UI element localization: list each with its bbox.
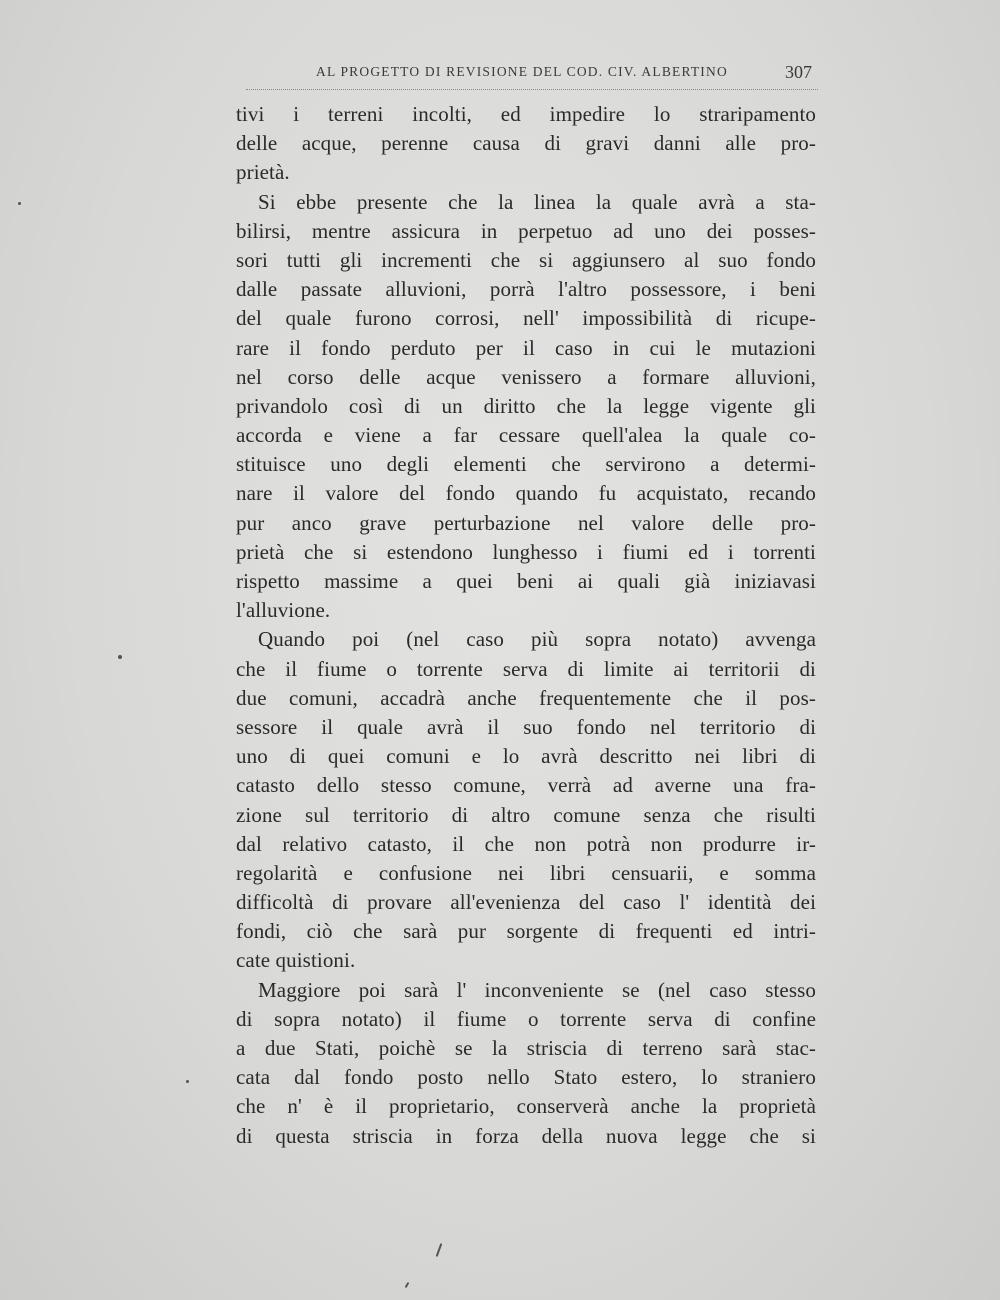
text-line: sori tutti gli incrementi che si aggiunsero al suo fondo xyxy=(236,247,816,272)
text-line: difficoltà di provare all'evenienza del caso l' identità dei xyxy=(236,890,816,915)
text-line: dalle passate alluvioni, porrà l'altro possessore, i beni xyxy=(236,277,816,302)
text-line: due comuni, accadrà anche frequentemente che il pos- xyxy=(236,685,816,710)
text-line: di questa striscia in forza della nuova legge che si xyxy=(236,1123,816,1148)
text-line: regolarità e confusione nei libri censuarii, e somma xyxy=(236,860,816,885)
text-line: che n' è il proprietario, conserverà anche la proprietà xyxy=(236,1094,816,1119)
text-line: bilirsi, mentre assicura in perpetuo ad uno dei posses- xyxy=(236,218,816,243)
text-line: che il fiume o torrente serva di limite ai territorii di xyxy=(236,656,816,681)
text-line: Si ebbe presente che la linea la quale avrà a sta- xyxy=(258,189,816,214)
text-line: zione sul territorio di altro comune senza che risulti xyxy=(236,802,816,827)
text-line: accorda e viene a far cessare quell'alea la quale co- xyxy=(236,423,816,448)
text-line: cata dal fondo posto nello Stato estero, lo straniero xyxy=(236,1065,816,1090)
text-line: privandolo così di un diritto che la legge vigente gli xyxy=(236,393,816,418)
text-line: dal relativo catasto, il che non potrà non produrre ir- xyxy=(236,831,816,856)
text-line: Maggiore poi sarà l' inconveniente se (nel caso stesso xyxy=(258,977,816,1002)
text-line: nel corso delle acque venissero a formare alluvioni, xyxy=(236,364,816,389)
text-line: l'alluvione. xyxy=(236,598,331,623)
text-line: tivi i terreni incolti, ed impedire lo straripamento xyxy=(236,102,816,126)
text-line: rare il fondo perduto per il caso in cui le mutazioni xyxy=(236,335,816,360)
text-line: delle acque, perenne causa di gravi danni alle pro- xyxy=(236,131,816,156)
paper-speck xyxy=(18,202,21,205)
paper-speck xyxy=(436,1243,443,1257)
text-line: nare il valore del fondo quando fu acquistato, recando xyxy=(236,481,816,506)
header-rule xyxy=(246,89,818,90)
running-title: AL PROGETTO DI REVISIONE DEL COD. CIV. ALBERTINO xyxy=(316,64,728,79)
text-line: prietà. xyxy=(236,160,290,185)
text-line: cate quistioni. xyxy=(236,948,356,973)
text-line: pur anco grave perturbazione nel valore delle pro- xyxy=(236,510,816,535)
text-line: di sopra notato) il fiume o torrente serva di confine xyxy=(236,1006,816,1031)
body-text xyxy=(236,100,816,1151)
text-line: uno di quei comuni e lo avrà descritto nei libri di xyxy=(236,744,816,769)
text-line: catasto dello stesso comune, verrà ad averne una fra- xyxy=(236,773,816,798)
page-number: 307 xyxy=(785,62,812,82)
text-line: sessore il quale avrà il suo fondo nel territorio di xyxy=(236,714,816,739)
paper-speck xyxy=(186,1080,189,1083)
text-line: prietà che si estendono lunghesso i fiumi ed i torrenti xyxy=(236,539,816,564)
text-line: a due Stati, poichè se la striscia di terreno sarà stac- xyxy=(236,1036,816,1060)
text-line: rispetto massime a quei beni ai quali già iniziavasi xyxy=(236,569,816,593)
text-line: fondi, ciò che sarà pur sorgente di frequenti ed intri- xyxy=(236,919,816,944)
text-line: Quando poi (nel caso più sopra notato) avvenga xyxy=(258,627,816,652)
text-line: del quale furono corrosi, nell' impossibilità di ricupe- xyxy=(236,306,816,331)
paper-speck xyxy=(405,1282,410,1288)
text-line: stituisce uno degli elementi che servirono a determi- xyxy=(236,452,816,477)
paper-speck xyxy=(118,655,122,659)
running-header xyxy=(316,62,816,88)
